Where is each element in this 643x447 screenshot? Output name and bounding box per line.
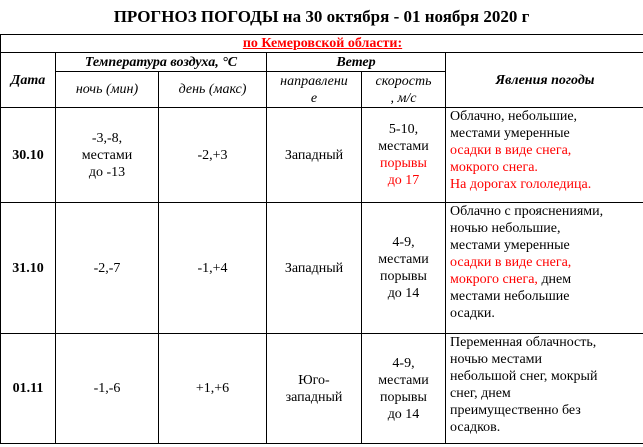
region-row (1, 35, 643, 53)
header-date: Дата (1, 53, 56, 108)
header-day: день (макс) (159, 72, 267, 108)
row-weather-line: На дорогах гололедица. (450, 177, 592, 192)
row-speed (362, 334, 446, 444)
row-night-line: -3,-8, (91, 130, 123, 146)
row-weather-line: местами небольшие (450, 289, 570, 304)
row-speed (362, 108, 446, 203)
header-row-1 (1, 53, 643, 72)
row-weather (446, 108, 643, 203)
header-phenomena: Явления погоды (446, 53, 643, 108)
header-night: ночь (мин) (56, 72, 159, 108)
row-weather (446, 334, 643, 444)
row-weather-line: Облачно с прояснениями, (450, 204, 604, 219)
row-direction: Западный (267, 108, 362, 203)
header-direction (267, 72, 362, 108)
row-night (56, 108, 159, 203)
row-speed-line: 4-9, (392, 235, 415, 250)
row-direction: Западный (267, 203, 362, 334)
row-weather-line: Облачно, небольшие, (450, 109, 578, 124)
row-weather-line: мокрого снега. (450, 160, 538, 175)
row-day: -2,+3 (159, 108, 267, 203)
row-weather-line: осадки в виде снега, (450, 143, 572, 158)
row-speed-line: 5-10, (388, 122, 419, 137)
row-night: -2,-7 (56, 203, 159, 334)
header-direction-line1: направлени (280, 73, 348, 89)
header-wind: Ветер (267, 53, 446, 72)
row-weather-line: осадков. (450, 420, 501, 435)
row-weather-fragment: мокрого снега, (450, 272, 538, 287)
row-direction (267, 334, 362, 444)
row-speed (362, 203, 446, 334)
row-day: +1,+6 (159, 334, 267, 444)
table-row (1, 334, 643, 444)
row-night: -1,-6 (56, 334, 159, 444)
header-direction-line2: е (310, 90, 318, 106)
row-weather-line: Переменная облачность, (450, 335, 597, 350)
row-speed-line: порывы (380, 269, 427, 284)
forecast-table (0, 34, 643, 444)
row-weather-fragment: днем (537, 272, 572, 287)
row-weather-line: ночью небольшие, (450, 221, 561, 236)
row-weather (446, 203, 643, 334)
row-speed-line: порывы (380, 389, 427, 405)
row-speed-line: местами (378, 252, 429, 267)
row-speed-line: местами (378, 372, 429, 388)
table-row (1, 203, 643, 334)
row-day: -1,+4 (159, 203, 267, 334)
row-weather-line (450, 271, 643, 288)
row-date: 01.11 (1, 334, 56, 444)
row-night-line: до -13 (88, 164, 126, 180)
row-speed-line: местами (378, 139, 429, 154)
row-weather-line: небольшой снег, мокрый (450, 369, 598, 384)
header-speed-line2: , м/с (390, 90, 417, 106)
row-night-line: местами (81, 147, 133, 163)
row-speed-line: до 14 (387, 406, 420, 422)
row-weather-line: местами умеренные (450, 126, 570, 141)
row-date: 31.10 (1, 203, 56, 334)
row-weather-line: осадки в виде снега, (450, 255, 572, 270)
page-title: ПРОГНОЗ ПОГОДЫ на 30 октября - 01 ноября 2020 г (113, 7, 530, 26)
region-label: по Кемеровской области: (1, 35, 643, 53)
row-direction-line: западный (285, 389, 343, 405)
row-weather-line: преимущественно без (450, 403, 581, 418)
row-speed-line: до 17 (387, 173, 420, 188)
row-weather-line: местами умеренные (450, 238, 570, 253)
row-weather-line: ночью местами (450, 352, 543, 367)
row-speed-line: до 14 (387, 286, 420, 301)
row-speed-line: 4-9, (392, 355, 415, 371)
header-temperature: Температура воздуха, °C (56, 53, 267, 72)
header-speed (362, 72, 446, 108)
row-weather-line: снег, днем (450, 386, 511, 401)
row-date: 30.10 (1, 108, 56, 203)
row-weather-line: осадки. (450, 306, 495, 321)
table-row (1, 108, 643, 203)
row-direction-line: Юго- (298, 372, 330, 388)
header-speed-line1: скорость (375, 73, 432, 89)
row-speed-line: порывы (380, 156, 427, 171)
